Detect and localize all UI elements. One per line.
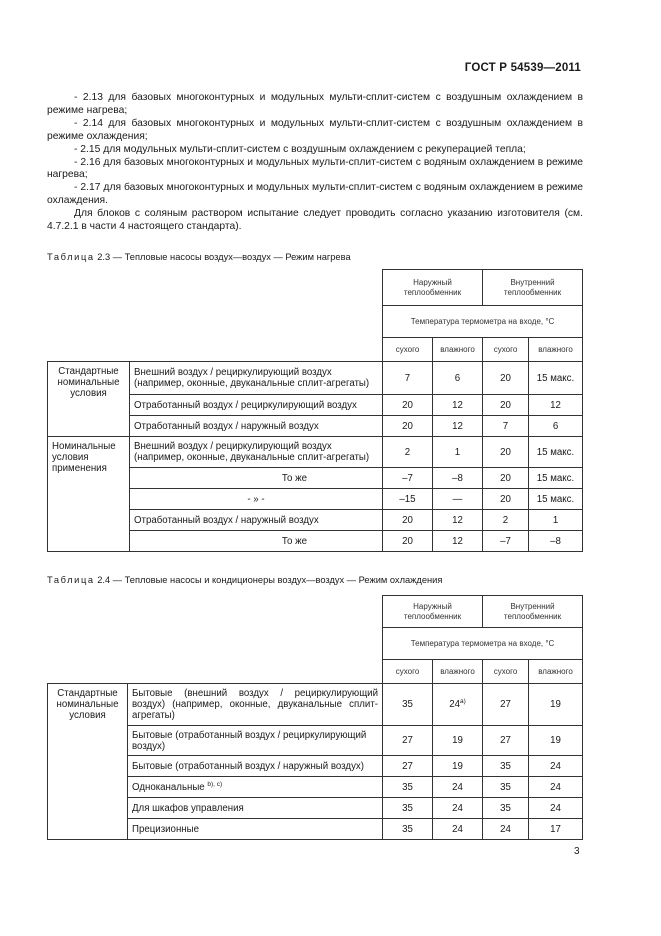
cell: 7 [383,362,433,395]
cell: — [433,489,483,510]
row-label: Отработанный воздух / наружный воздух [130,510,383,531]
wet-header: влажного [529,660,583,684]
temp-header: Температура термометра на входе, °С [383,628,583,660]
cell: –15 [383,489,433,510]
cell-value: 24 [449,699,460,710]
cell: 35 [483,777,529,798]
cell: 20 [483,437,529,468]
table-caption-text: 2.4 — Тепловые насосы и кондиционеры воздух—воздух — Режим охлаждения [94,575,443,585]
cell: 24 [529,756,583,777]
cell: 35 [383,819,433,840]
cell: 2 [383,437,433,468]
body-text [47,92,583,234]
table-caption-text: 2.3 — Тепловые насосы воздух—воздух — Режим нагрева [94,252,351,262]
condition-group: Номинальные условия применения [48,437,130,552]
cell: 35 [483,798,529,819]
cell: 12 [529,395,583,416]
cell: 15 макс. [529,437,583,468]
cell: 20 [383,416,433,437]
cell: –8 [433,468,483,489]
cell: –7 [483,531,529,552]
cell: 35 [383,777,433,798]
cell: 19 [529,726,583,756]
cell: 7 [483,416,529,437]
dry-header: сухого [383,338,433,362]
table-caption [47,575,442,585]
cell: 20 [483,489,529,510]
cell: 15 макс. [529,362,583,395]
cell: 19 [529,684,583,726]
table-row [48,756,583,777]
table-row [48,437,583,468]
cell: 24 [529,777,583,798]
cell: 1 [433,437,483,468]
cell: 35 [483,756,529,777]
cell: 15 макс. [529,468,583,489]
cell: 20 [383,531,433,552]
outdoor-header: Наружный теплообменник [383,270,483,306]
footnote-mark: b), c) [207,780,223,788]
cell: 24 [433,777,483,798]
indoor-header: Внутренний теплообменник [483,596,583,628]
paragraph: Для блоков с соляным раствором испытание следует проводить согласно указанию изготовителя (см. 4.7.2.1 в части 4 настоящего стандарта). [47,208,583,233]
cell: 19 [433,756,483,777]
condition-group: Стандартные номинальные условия [48,684,128,840]
cell: 6 [433,362,483,395]
table-row [48,777,583,798]
cell: 19 [433,726,483,756]
paragraph: - 2.13 для базовых многоконтурных и модульных мульти-сплит-систем с воздушным охлаждением в режиме нагрева; [47,92,583,116]
cell: 27 [483,726,529,756]
cell: 17 [529,819,583,840]
row-label: - » - [130,489,383,510]
row-label: Бытовые (отработанный воздух / наружный воздух) [128,756,383,777]
row-label: Прецизионные [128,819,383,840]
table-caption [47,252,351,262]
cell: 12 [433,531,483,552]
cell: –7 [383,468,433,489]
cell: 20 [383,395,433,416]
cell: 27 [383,756,433,777]
dry-header: сухого [383,660,433,684]
paragraph: - 2.17 для базовых многоконтурных и модульных мульти-сплит-систем с водяным охлаждением в режиме охлаждения. [47,182,583,207]
row-label: То же [130,531,383,552]
cell: 1 [529,510,583,531]
paragraph: - 2.14 для базовых многоконтурных и модульных мульти-сплит-систем с воздушным охлаждением в режиме охлаждения; [47,117,583,142]
row-label-text: Одноканальные [132,781,205,793]
cell: 2 [483,510,529,531]
cell: 6 [529,416,583,437]
temp-header: Температура термометра на входе, °С [383,306,583,338]
table-2-3 [47,269,583,552]
table-2-4 [47,595,583,840]
cell: 20 [483,395,529,416]
row-label: Отработанный воздух / рециркулирующий воздух [130,395,383,416]
table-row [48,362,583,395]
cell: 15 макс. [529,489,583,510]
table-row [48,684,583,726]
standard-header: ГОСТ Р 54539—2011 [464,62,581,74]
table-row [48,798,583,819]
row-label [128,777,383,798]
paragraph: - 2.16 для базовых многоконтурных и модульных мульти-сплит-систем с водяным охлаждением в режиме нагрева; [47,156,583,181]
condition-group: Стандартные номинальные условия [48,362,130,437]
cell: 24 [433,798,483,819]
row-label: То же [130,468,383,489]
cell: 35 [383,798,433,819]
table-label: Таблица [47,575,95,585]
dry-header: сухого [483,660,529,684]
wet-header: влажного [529,338,583,362]
row-label: Для шкафов управления [128,798,383,819]
cell: 27 [483,684,529,726]
wet-header: влажного [433,338,483,362]
row-label: Бытовые (внешний воздух / рециркулирующий воздух) (например, оконные, двуканальные сплит-агрегаты) [128,684,383,726]
row-label: Внешний воздух / рециркулирующий воздух (например, оконные, двуканальные сплит-агрегаты) [130,437,383,468]
row-label: Бытовые (отработанный воздух / рециркулирующий воздух) [128,726,383,756]
cell: 24 [529,798,583,819]
table-row [48,819,583,840]
row-label: Отработанный воздух / наружный воздух [130,416,383,437]
cell: 20 [483,468,529,489]
cell: 12 [433,395,483,416]
cell: 24 [483,819,529,840]
page-number: 3 [574,846,580,857]
table-label: Таблица [47,252,95,262]
cell: 20 [383,510,433,531]
paragraph: - 2.15 для модульных мульти-сплит-систем с воздушным охлаждением с рекуперацией тепла; [74,143,526,155]
outdoor-header: Наружный теплообменник [383,596,483,628]
cell: 35 [383,684,433,726]
dry-header: сухого [483,338,529,362]
cell [433,684,483,726]
row-label: Внешний воздух / рециркулирующий воздух (например, оконные, двуканальные сплит-агрегаты) [130,362,383,395]
cell: 12 [433,416,483,437]
cell: 24 [433,819,483,840]
cell: 12 [433,510,483,531]
cell: 20 [483,362,529,395]
wet-header: влажного [433,660,483,684]
footnote-mark: а) [460,697,466,705]
cell: –8 [529,531,583,552]
cell: 27 [383,726,433,756]
table-row [48,726,583,756]
indoor-header: Внутренний теплообменник [483,270,583,306]
